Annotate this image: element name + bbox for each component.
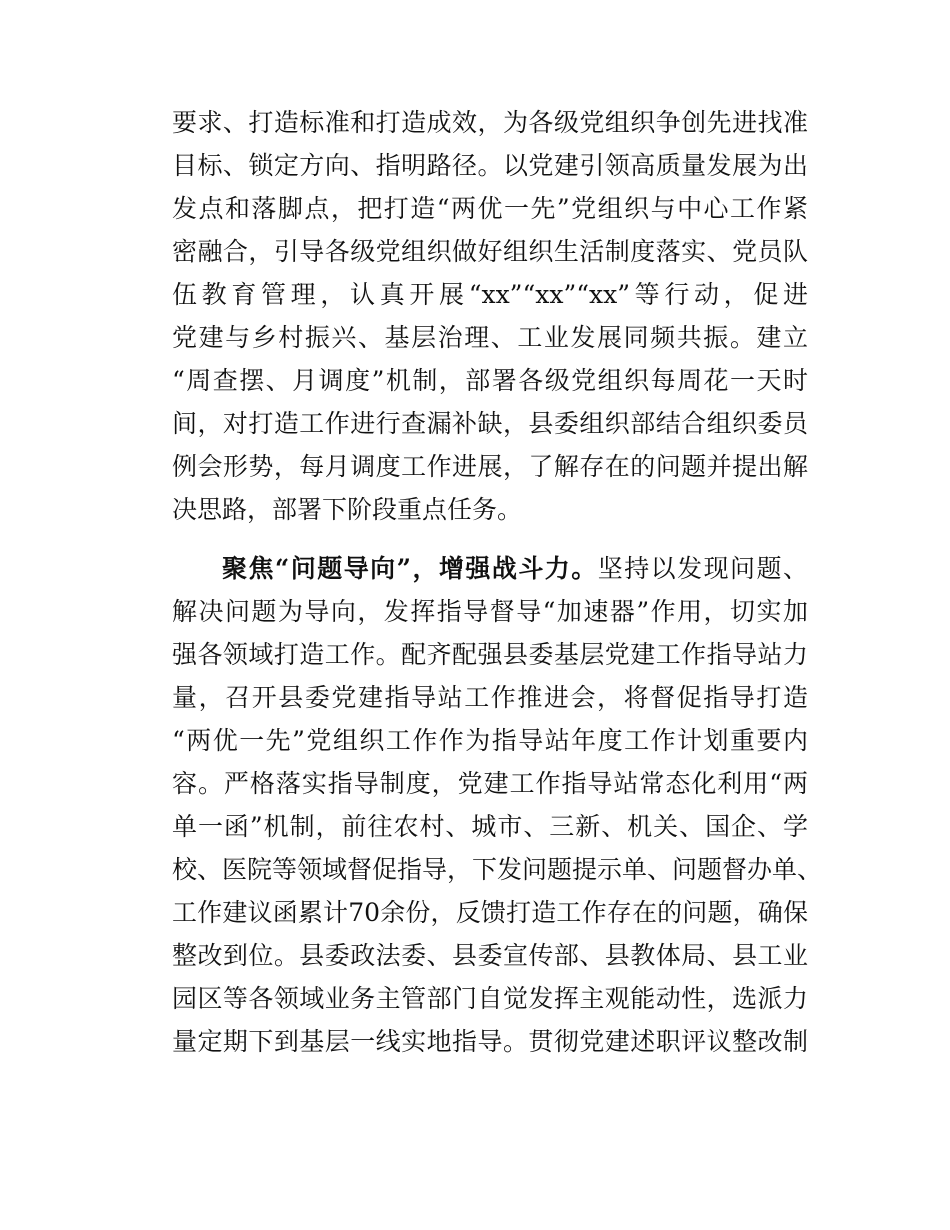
text-line: 强各领域打造工作。配齐配强县委基层党建工作指导站力 [172,640,808,669]
text-line: 间，对打造工作进行查漏补缺，县委组织部结合组织委员 [172,409,808,438]
text-line: 量定期下到基层一线实地指导。贯彻党建述职评议整改制 [172,1027,808,1056]
paragraph-2 [172,547,823,1063]
text-line: “两优一先”党组织工作作为指导站年度工作计划重要内 [172,726,808,755]
text-line: 密融合，引导各级党组织做好组织生活制度落实、党员队 [172,237,808,266]
text-line: 整改到位。县委政法委、县委宣传部、县教体局、县工业 [172,941,808,970]
text-line: 校、医院等领域督促指导，下发问题提示单、问题督办单、 [172,855,823,884]
text-line: 伍教育管理，认真开展“xx”“xx”“xx”等行动，促进 [172,280,808,309]
text-line: 容。严格落实指导制度，党建工作指导站常态化利用“两 [172,769,808,798]
text-line: “周查摆、月调度”机制，部署各级党组织每周花一天时 [172,366,808,395]
paragraph-heading: 聚焦“问题导向”，增强战斗力。 [222,554,598,583]
text-line: 工作建议函累计70余份，反馈打造工作存在的问题，确保 [172,898,808,927]
text-line: 单一函”机制，前往农村、城市、三新、机关、国企、学 [172,812,808,841]
text-line: 目标、锁定方向、指明路径。以党建引领高质量发展为出 [172,151,808,180]
paragraph-2-first-line [172,547,808,590]
text-line: 例会形势，每月调度工作进展，了解存在的问题并提出解 [172,452,808,481]
text-line: 要求、打造标准和打造成效，为各级党组织争创先进找准 [172,108,808,137]
text-line: 量，召开县委党建指导站工作推进会，将督促指导打造 [172,683,808,712]
text-line: 发点和落脚点，把打造“两优一先”党组织与中心工作紧 [172,194,808,223]
text-run: 坚持以发现问题、 [597,554,808,583]
text-line: 园区等各领域业务主管部门自觉发挥主观能动性，选派力 [172,984,808,1013]
paragraph-1 [172,101,808,531]
text-line: 解决问题为导向，发挥指导督导“加速器”作用，切实加 [172,597,808,626]
text-line: 决思路，部署下阶段重点任务。 [172,495,523,524]
text-line: 党建与乡村振兴、基层治理、工业发展同频共振。建立 [172,323,808,352]
